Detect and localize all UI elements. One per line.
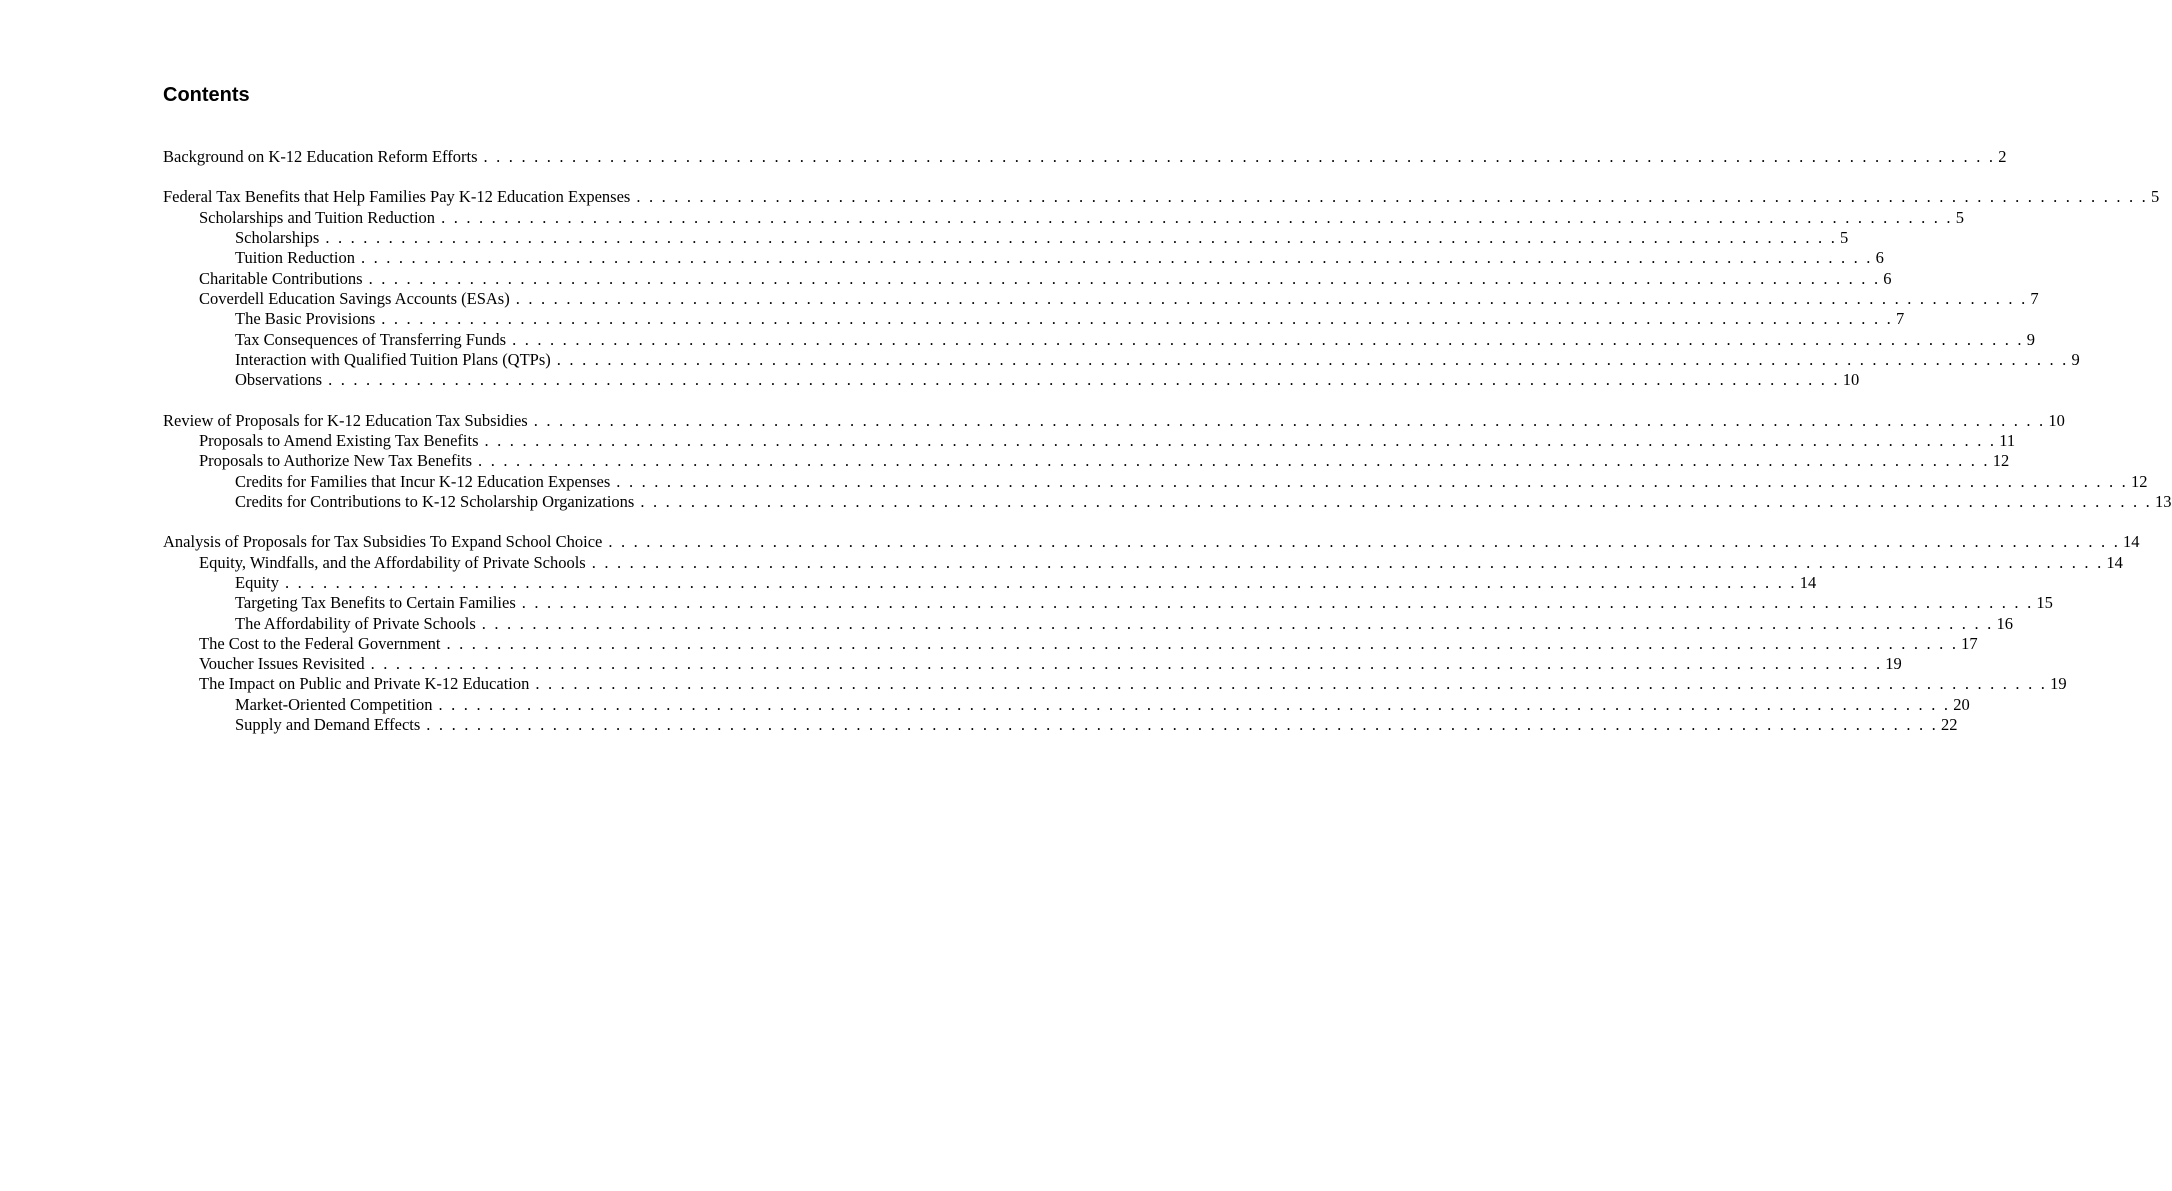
toc-entry[interactable] xyxy=(163,309,1905,329)
dot-leader: . . . . . . . . . . . . . . . . . . . . . . . . . . . . . . . . . . . . . . . . . . . . . . . . . . . . . . . . . . . . . . . . . . . . . . . . . . . . . . . . . . . . . . . . . . . . . . . . . . . . . . . . . . . . . . . . . . . . . . . . xyxy=(556,349,2069,369)
toc-entry[interactable] xyxy=(163,370,1860,390)
toc-entry-label: Federal Tax Benefits that Help Families Pay K-12 Education Expenses xyxy=(163,187,631,207)
toc-entry-label: Interaction with Qualified Tuition Plans (QTPs) xyxy=(235,349,551,369)
toc-entry-page-number: 2 xyxy=(1998,147,2007,166)
toc-entry[interactable] xyxy=(163,349,2080,370)
toc-entry-page-number: 16 xyxy=(1996,613,2013,633)
toc-entry[interactable] xyxy=(163,248,1884,268)
toc-entry-label: Charitable Contributions xyxy=(199,268,363,288)
toc-entry[interactable] xyxy=(163,288,2039,309)
toc-entry-label: Tax Consequences of Transferring Funds xyxy=(235,329,507,349)
dot-leader: . . . . . . . . . . . . . . . . . . . . . . . . . . . . . . . . . . . . . . . . . . . . . . . . . . . . . . . . . . . . . . . . . . . . . . . . . . . . . . . . . . . . . . . . . . . . . . . . . . . . . . . . . . . . . . . . . . . . . . . . xyxy=(368,268,1881,288)
toc-entry-label: Observations xyxy=(235,370,323,390)
toc-entry[interactable] xyxy=(163,268,1892,289)
toc-entry-label: The Cost to the Federal Government xyxy=(199,633,441,653)
page-title: Contents xyxy=(163,84,250,106)
dot-leader: . . . . . . . . . . . . . . . . . . . . . . . . . . . . . . . . . . . . . . . . . . . . . . . . . . . . . . . . . . . . . . . . . . . . . . . . . . . . . . . . . . . . . . . . . . . . . . . . . . . . . . . . . . . . . . . . . . . . . . . . xyxy=(285,572,1797,592)
toc-entry[interactable] xyxy=(163,451,2010,471)
toc-entry-label: Targeting Tax Benefits to Certain Families xyxy=(235,593,516,613)
toc-entry-page-number: 10 xyxy=(2048,410,2065,430)
toc-section xyxy=(163,532,2140,735)
toc-entry-page-number: 6 xyxy=(1883,268,1892,288)
toc-entry[interactable] xyxy=(163,654,1902,674)
toc-entry-page-number: 19 xyxy=(2050,674,2067,694)
toc-entry-label: Scholarships and Tuition Reduction xyxy=(199,207,436,227)
toc-entry-label: Credits for Families that Incur K-12 Education Expenses xyxy=(235,471,611,491)
toc-entry-page-number: 12 xyxy=(2130,471,2148,491)
dot-leader: . . . . . . . . . . . . . . . . . . . . . . . . . . . . . . . . . . . . . . . . . . . . . . . . . . . . . . . . . . . . . . . . . . . . . . . . . . . . . . . . . . . . . . . . . . . . . . . . . . . . . . . . . . . . . . . . . . . . . . . . xyxy=(512,329,2024,349)
toc-entry[interactable] xyxy=(163,430,2016,451)
toc-entry[interactable] xyxy=(163,228,1849,248)
dot-leader: . . . . . . . . . . . . . . . . . . . . . . . . . . . . . . . . . . . . . . . . . . . . . . . . . . . . . . . . . . . . . . . . . . . . . . . . . . . . . . . . . . . . . . . . . . . . . . . . . . . . . . . . . . . . . . . . . . . . . . . . xyxy=(381,309,1893,329)
dot-leader: . . . . . . . . . . . . . . . . . . . . . . . . . . . . . . . . . . . . . . . . . . . . . . . . . . . . . . . . . . . . . . . . . . . . . . . . . . . . . . . . . . . . . . . . . . . . . . . . . . . . . . . . . . . . . . . . . . . . . . . . xyxy=(533,410,2046,430)
toc-entry-page-number: 11 xyxy=(1999,430,2016,450)
toc-entry-page-number: 5 xyxy=(1840,228,1849,248)
toc-entry-label: Equity, Windfalls, and the Affordability of Private Schools xyxy=(199,552,586,572)
toc-entry-page-number: 7 xyxy=(2030,288,2039,308)
dot-leader: . . . . . . . . . . . . . . . . . . . . . . . . . . . . . . . . . . . . . . . . . . . . . . . . . . . . . . . . . . . . . . . . . . . . . . . . . . . . . . . . . . . . . . . . . . . . . . . . . . . . . . . . . . . . . . . . . . . . . . . . xyxy=(481,613,1994,633)
toc-entry[interactable] xyxy=(163,207,1964,228)
toc-entry[interactable] xyxy=(163,714,1958,735)
toc-section xyxy=(163,410,2172,512)
toc-entry[interactable] xyxy=(163,694,1970,715)
toc-entry-page-number: 10 xyxy=(1842,370,1860,390)
toc-entry[interactable] xyxy=(163,471,2148,492)
toc-entry[interactable] xyxy=(163,572,1817,593)
toc-entry-page-number: 9 xyxy=(2071,349,2080,369)
toc-entry-page-number: 6 xyxy=(1875,248,1884,268)
toc-entry-label: Scholarships xyxy=(235,228,320,248)
toc-entry-page-number: 12 xyxy=(1992,451,2010,471)
toc-entry-label: Market-Oriented Competition xyxy=(235,694,433,714)
dot-leader: . . . . . . . . . . . . . . . . . . . . . . . . . . . . . . . . . . . . . . . . . . . . . . . . . . . . . . . . . . . . . . . . . . . . . . . . . . . . . . . . . . . . . . . . . . . . . . . . . . . . . . . . . . . . . . . . . . . . . . . . xyxy=(636,187,2148,207)
toc-entry-page-number: 13 xyxy=(2155,491,2172,511)
toc-entry-label: Voucher Issues Revisited xyxy=(199,654,365,674)
toc-entry[interactable] xyxy=(163,491,2172,512)
toc-entry-label: Credits for Contributions to K-12 Scholarship Organizations xyxy=(235,491,635,511)
dot-leader: . . . . . . . . . . . . . . . . . . . . . . . . . . . . . . . . . . . . . . . . . . . . . . . . . . . . . . . . . . . . . . . . . . . . . . . . . . . . . . . . . . . . . . . . . . . . . . . . . . . . . . . . . . . . . . . . . . . . . . . . xyxy=(608,532,2121,552)
dot-leader: . . . . . . . . . . . . . . . . . . . . . . . . . . . . . . . . . . . . . . . . . . . . . . . . . . . . . . . . . . . . . . . . . . . . . . . . . . . . . . . . . . . . . . . . . . . . . . . . . . . . . . . . . . . . . . . . . . . . . . . . xyxy=(370,654,1883,674)
toc-entry-page-number: 15 xyxy=(2036,593,2053,613)
dot-leader: . . . . . . . . . . . . . . . . . . . . . . . . . . . . . . . . . . . . . . . . . . . . . . . . . . . . . . . . . . . . . . . . . . . . . . . . . . . . . . . . . . . . . . . . . . . . . . . . . . . . . . . . . . . . . . . . . . . . . . . . xyxy=(360,248,1873,268)
dot-leader: . . . . . . . . . . . . . . . . . . . . . . . . . . . . . . . . . . . . . . . . . . . . . . . . . . . . . . . . . . . . . . . . . . . . . . . . . . . . . . . . . . . . . . . . . . . . . . . . . . . . . . . . . . . . . . . . . . . . . . . . xyxy=(484,430,1997,450)
dot-leader: . . . . . . . . . . . . . . . . . . . . . . . . . . . . . . . . . . . . . . . . . . . . . . . . . . . . . . . . . . . . . . . . . . . . . . . . . . . . . . . . . . . . . . . . . . . . . . . . . . . . . . . . . . . . . . . . . . . . . . . . xyxy=(426,714,1938,734)
toc-entry-page-number: 9 xyxy=(2026,329,2036,349)
toc-entry-label: Supply and Demand Effects xyxy=(235,714,421,734)
dot-leader: . . . . . . . . . . . . . . . . . . . . . . . . . . . . . . . . . . . . . . . . . . . . . . . . . . . . . . . . . . . . . . . . . . . . . . . . . . . . . . . . . . . . . . . . . . . . . . . . . . . . . . . . . . . . . . . . . . . . . . . . xyxy=(483,147,1996,166)
toc-entry-page-number: 5 xyxy=(1955,207,1964,227)
toc-entry[interactable] xyxy=(163,613,2013,634)
toc-section xyxy=(163,147,2007,167)
toc-entry-label: Background on K-12 Education Reform Efforts xyxy=(163,147,478,166)
toc-entry-label: The Affordability of Private Schools xyxy=(235,613,476,633)
dot-leader: . . . . . . . . . . . . . . . . . . . . . . . . . . . . . . . . . . . . . . . . . . . . . . . . . . . . . . . . . . . . . . . . . . . . . . . . . . . . . . . . . . . . . . . . . . . . . . . . . . . . . . . . . . . . . . . . . . . . . . . . xyxy=(325,228,1838,248)
dot-leader: . . . . . . . . . . . . . . . . . . . . . . . . . . . . . . . . . . . . . . . . . . . . . . . . . . . . . . . . . . . . . . . . . . . . . . . . . . . . . . . . . . . . . . . . . . . . . . . . . . . . . . . . . . . . . . . . . . . . . . . . xyxy=(535,674,2048,694)
toc-entry-page-number: 19 xyxy=(1885,654,1902,674)
toc-entry-page-number: 14 xyxy=(1799,572,1817,592)
dot-leader: . . . . . . . . . . . . . . . . . . . . . . . . . . . . . . . . . . . . . . . . . . . . . . . . . . . . . . . . . . . . . . . . . . . . . . . . . . . . . . . . . . . . . . . . . . . . . . . . . . . . . . . . . . . . . . . . . . . . . . . . xyxy=(328,370,1840,390)
toc-entry-label: Review of Proposals for K-12 Education Tax Subsidies xyxy=(163,410,528,430)
toc-entry[interactable] xyxy=(163,410,2065,431)
toc-section xyxy=(163,187,2160,390)
toc-entry[interactable] xyxy=(163,147,2007,167)
toc-entry[interactable] xyxy=(163,329,2036,350)
toc-entry-label: Coverdell Education Savings Accounts (ESAs) xyxy=(199,288,510,308)
dot-leader: . . . . . . . . . . . . . . . . . . . . . . . . . . . . . . . . . . . . . . . . . . . . . . . . . . . . . . . . . . . . . . . . . . . . . . . . . . . . . . . . . . . . . . . . . . . . . . . . . . . . . . . . . . . . . . . . . . . . . . . . xyxy=(521,593,2034,613)
dot-leader: . . . . . . . . . . . . . . . . . . . . . . . . . . . . . . . . . . . . . . . . . . . . . . . . . . . . . . . . . . . . . . . . . . . . . . . . . . . . . . . . . . . . . . . . . . . . . . . . . . . . . . . . . . . . . . . . . . . . . . . . xyxy=(591,552,2104,572)
dot-leader: . . . . . . . . . . . . . . . . . . . . . . . . . . . . . . . . . . . . . . . . . . . . . . . . . . . . . . . . . . . . . . . . . . . . . . . . . . . . . . . . . . . . . . . . . . . . . . . . . . . . . . . . . . . . . . . . . . . . . . . . xyxy=(640,491,2153,511)
toc-entry-page-number: 20 xyxy=(1953,694,1970,714)
toc-entry[interactable] xyxy=(163,674,2067,694)
dot-leader: . . . . . . . . . . . . . . . . . . . . . . . . . . . . . . . . . . . . . . . . . . . . . . . . . . . . . . . . . . . . . . . . . . . . . . . . . . . . . . . . . . . . . . . . . . . . . . . . . . . . . . . . . . . . . . . . . . . . . . . . xyxy=(616,471,2128,491)
dot-leader: . . . . . . . . . . . . . . . . . . . . . . . . . . . . . . . . . . . . . . . . . . . . . . . . . . . . . . . . . . . . . . . . . . . . . . . . . . . . . . . . . . . . . . . . . . . . . . . . . . . . . . . . . . . . . . . . . . . . . . . . xyxy=(446,633,1959,653)
toc-entry-label: Proposals to Amend Existing Tax Benefits xyxy=(199,430,479,450)
toc-entry[interactable] xyxy=(163,593,2053,613)
toc-entry[interactable] xyxy=(163,532,2140,552)
toc-entry-label: Tuition Reduction xyxy=(235,248,355,268)
toc-entry-label: Equity xyxy=(235,572,279,592)
toc-entry-page-number: 22 xyxy=(1940,714,1958,734)
toc-entry-label: Analysis of Proposals for Tax Subsidies To Expand School Choice xyxy=(163,532,603,552)
toc-entry-page-number: 17 xyxy=(1961,633,1978,653)
toc-entry-page-number: 14 xyxy=(2106,552,2123,572)
toc-entry-label: The Basic Provisions xyxy=(235,309,376,329)
dot-leader: . . . . . . . . . . . . . . . . . . . . . . . . . . . . . . . . . . . . . . . . . . . . . . . . . . . . . . . . . . . . . . . . . . . . . . . . . . . . . . . . . . . . . . . . . . . . . . . . . . . . . . . . . . . . . . . . . . . . . . . . xyxy=(478,451,1990,471)
toc-entry[interactable] xyxy=(163,552,2123,573)
toc-entry[interactable] xyxy=(163,633,1978,654)
toc-entry-label: Proposals to Authorize New Tax Benefits xyxy=(199,451,473,471)
table-of-contents xyxy=(163,147,2172,755)
dot-leader: . . . . . . . . . . . . . . . . . . . . . . . . . . . . . . . . . . . . . . . . . . . . . . . . . . . . . . . . . . . . . . . . . . . . . . . . . . . . . . . . . . . . . . . . . . . . . . . . . . . . . . . . . . . . . . . . . . . . . . . . xyxy=(441,207,1953,227)
toc-entry-page-number: 5 xyxy=(2151,187,2160,207)
toc-entry-page-number: 14 xyxy=(2123,532,2140,552)
toc-entry[interactable] xyxy=(163,187,2160,207)
dot-leader: . . . . . . . . . . . . . . . . . . . . . . . . . . . . . . . . . . . . . . . . . . . . . . . . . . . . . . . . . . . . . . . . . . . . . . . . . . . . . . . . . . . . . . . . . . . . . . . . . . . . . . . . . . . . . . . . . . . . . . . . xyxy=(438,694,1951,714)
toc-entry-label: The Impact on Public and Private K-12 Education xyxy=(199,674,530,694)
dot-leader: . . . . . . . . . . . . . . . . . . . . . . . . . . . . . . . . . . . . . . . . . . . . . . . . . . . . . . . . . . . . . . . . . . . . . . . . . . . . . . . . . . . . . . . . . . . . . . . . . . . . . . . . . . . . . . . . . . . . . . . . xyxy=(515,288,2028,308)
toc-entry-page-number: 7 xyxy=(1895,309,1905,329)
